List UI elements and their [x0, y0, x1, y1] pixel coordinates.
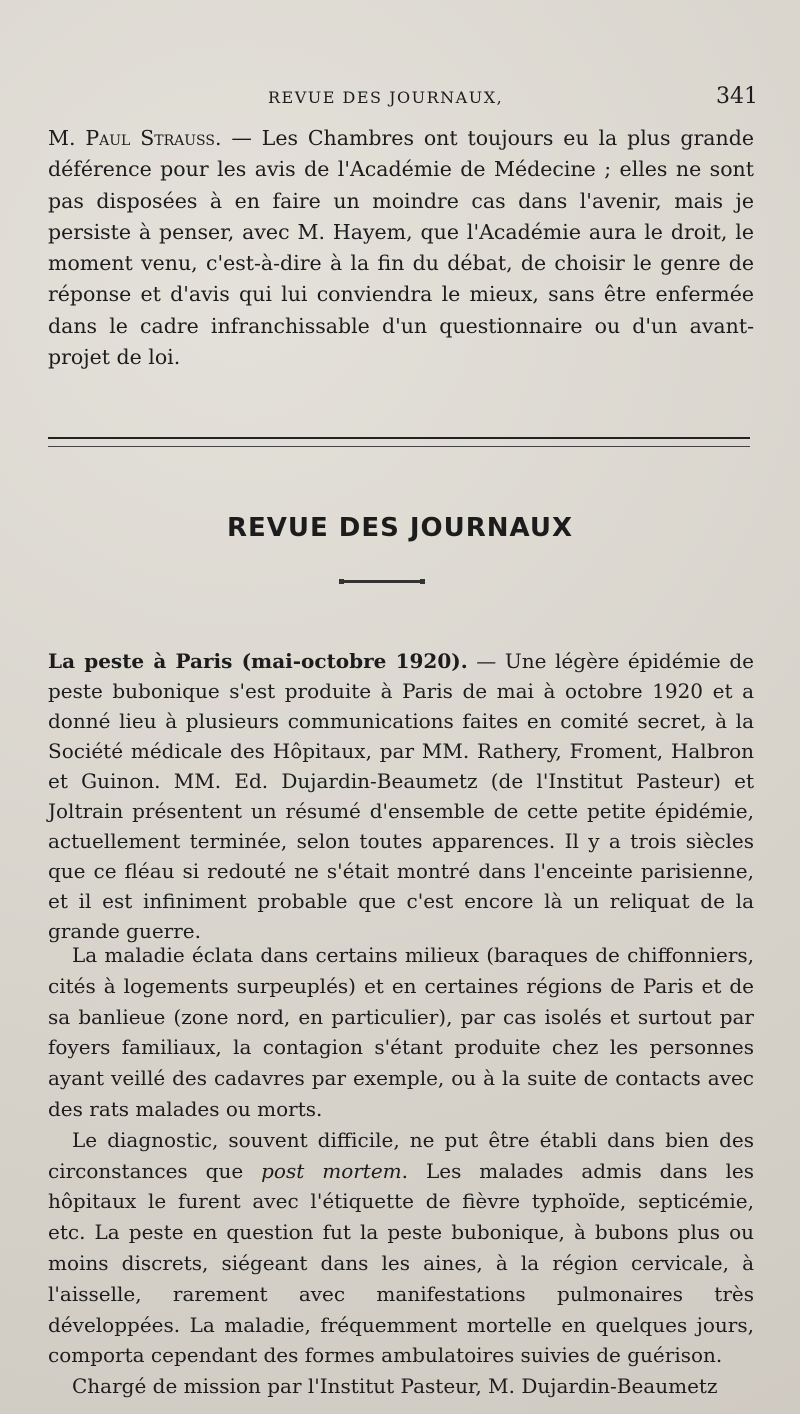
article-intro: Une légère épidémie de peste bubonique s'est produite à Paris de mai à octobre 1920 et a donné lieu à plusieurs communications faites en comité secret, à la Société médicale des Hôpitaux, par MM. Rathery, Froment, Halbron et Guinon. MM. Ed. Dujardin-Beaumetz (de l'Institut Pasteur) et Joltrain présentent un résumé d'ensemble de cette petite épidémie, actuellement terminée, selon toutes apparences. Il y a trois siècles que ce fléau si redouté ne s'était montré dans l'enceinte parisienne, et il est infiniment probable que c'est encore là un reliquat de la grande guerre. [48, 649, 755, 944]
article-body [48, 940, 754, 1402]
speech-text: Les Chambres ont toujours eu la plus grande déférence pour les avis de l'Académie de Médecine ; elles ne sont pas disposées à en faire un moindre cas dans l'avenir, mais je persiste à penser, avec M. Hayem, que l'Académie aura le droit, le moment venu, c'est-à-dire à la fin du débat, de choisir le genre de réponse et d'avis qui lui conviendra le mieux, sans être enfermée dans le cadre infranchissable d'un questionnaire ou d'un avant-projet de loi. [48, 126, 754, 370]
article-intro-paragraph [48, 646, 754, 946]
latin-term: post mortem [261, 1158, 402, 1183]
running-title: REVUE DES JOURNAUX, [268, 88, 504, 107]
article-title: La peste à Paris (mai-octobre 1920). [48, 649, 468, 673]
speaker-name: M. Paul Strauss. [48, 126, 222, 150]
article-paragraph-3 [48, 1125, 754, 1371]
article-dash: — [467, 649, 505, 673]
page-number: 341 [716, 84, 758, 109]
article-paragraph-4: Chargé de mission par l'Institut Pasteur, M. Dujardin-Beaumetz [72, 1374, 718, 1399]
speech-paragraph [48, 123, 754, 373]
paragraph-3-start: Le diagnostic, souvent difficile, ne put être établi dans bien des circonstances que [48, 1127, 754, 1183]
article-paragraph-2: La maladie éclata dans certains milieux (baraques de chiffonniers, cités à logements surpeuplés) et en certaines régions de Paris et de sa banlieue (zone nord, en particulier), par cas isolés et surtout par foyers familiaux, la contagion s'étant produite chez les personnes ayant veillé des cadavres par exemple, ou à la suite de contacts avec des rats malades ou morts. [48, 943, 754, 1121]
section-divider-thin [48, 446, 750, 447]
speech-dash: — [221, 126, 262, 150]
section-title: REVUE DES JOURNAUX [226, 513, 574, 543]
running-header [48, 84, 758, 114]
title-ornament [343, 580, 421, 583]
section-divider-thick [48, 437, 750, 439]
paragraph-3-end: . Les malades admis dans les hôpitaux le furent avec l'étiquette de fièvre typhoïde, septicémie, etc. La peste en question fut la peste bubonique, à bubons plus ou moins discrets, siégeant dans les aines, à la région cervicale, à l'aisselle, rarement avec manifestations pulmonaires très développées. La maladie, fréquemment mortelle en quelques jours, comporta cependant des formes ambulatoires suivies de guérison. [48, 1158, 755, 1368]
